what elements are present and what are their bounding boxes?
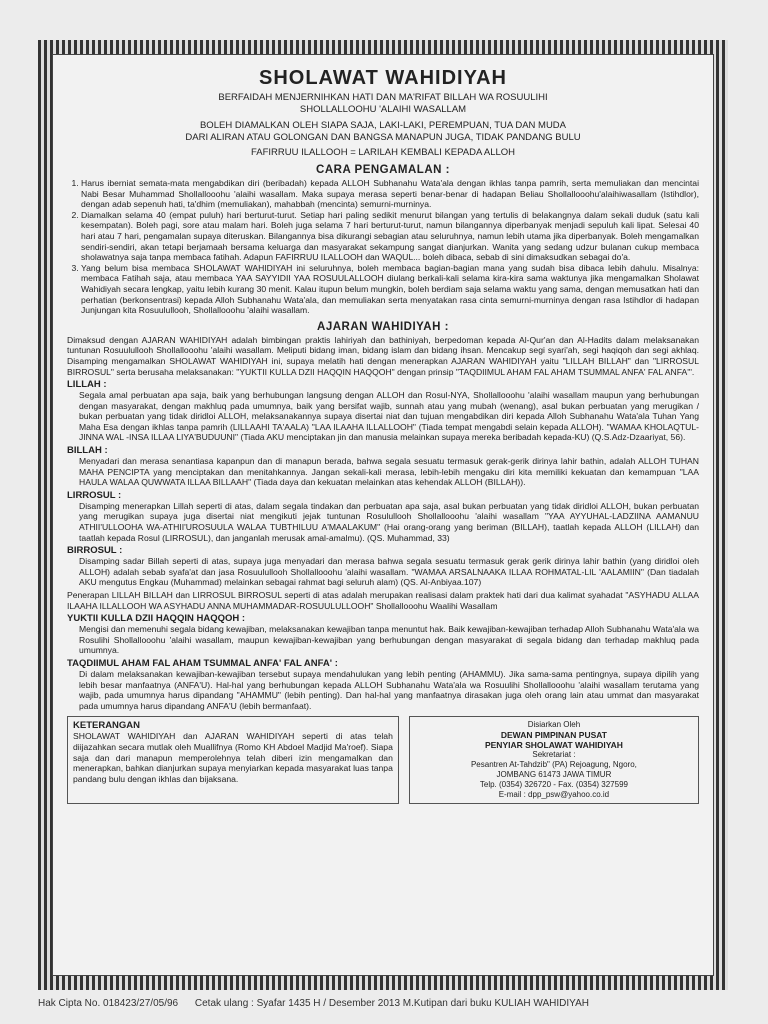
ajaran-intro: Dimaksud dengan AJARAN WAHIDIYAH adalah bimbingan praktis lahiriyah dan bathiniyah, berpedoman kepada Al-Qur'an dan Al-Hadits dalam melaksanakan tuntunan Rosuulullooh Shollallooohu 'alaihi wasallam. Meliputi bidang iman, bidang islam dan bidang ihsan. Mencakup segi syari'ah, segi haqiqoh dan segi akhlaq. Disamping mengamalkan SHOLAWAT WAHIDIYAH ini, supaya melatih hati dengan menerapkan AJARAN WAHIDIYAH yaitu "LILLAH BILLAH" dan "LIRROSUL BIRROSUL" serta berusaha melaksanakan: "YUKTII KULLA DZII HAQQIN HAQQOH" dengan prinsip "TAQDIIMUL AHAM FAL AHAM TSUMMAL ANFA' FAL ANFA'".	[67, 334, 699, 377]
text-keterangan: SHOLAWAT WAHIDIYAH dan AJARAN WAHIDIYAH seperti di atas telah diijazahkan secara mutlak oleh Muallifnya (Romo KH Abdoel Madjid Ma'roef). Siapa saja dan dari manapun memperolehnya telah diberi izin mengamalkan dan menerapkan, bahkan dianjurkan supaya menyiarkan kepada masyarakat luas tanpa pandang bulu dengan ikhlas dan bijaksana.	[73, 731, 393, 784]
bottom-boxes	[67, 716, 699, 804]
footer	[38, 998, 738, 1009]
publisher-address-2: JOMBANG 61473 JAWA TIMUR	[496, 770, 612, 780]
heading-keterangan: KETERANGAN	[73, 720, 141, 732]
heading-lillah: LILLAH :	[67, 379, 107, 391]
cara-item: 3. Yang belum bisa membaca SHOLAWAT WAHIDIYAH ini seluruhnya, boleh membaca bagian-bagian mana yang sudah bisa dibaca lebih dahulu. Misalnya: membaca Fatihah saja, atau membaca YAA SAYYIDII YAA ROSUULALLOOH diulang berkali-kali selama kira-kira sama waktunya jika mengamalkan Sholawat Wahidiyah secara lengkap, yaitu lebih kurang 30 menit. Kalau itupun belum mungkin, boleh berdiam saja selama waktu yang sama, dengan memusatkan hati dan perhatian (berkonsentrasi) kepada Alloh Subhanahu Wata'ala, dan memuliakan serta menyatakan rasa cinta semurni-murninya dengan rasa Istihdlor di hadapan Junjungan kita Rosuulullooh, Shollallooohu 'alaihi wasallam.	[81, 263, 699, 316]
footer-print-info: Cetak ulang : Syafar 1435 H / Desember 2013 M.Kutipan dari buku KULIAH WAHIDIYAH	[194, 998, 589, 1009]
page-title: SHOLAWAT WAHIDIYAH	[258, 67, 507, 89]
text-yuktii: Mengisi dan memenuhi segala bidang kewajiban, melaksanakan kewajiban tanpa menuntut hak. Baik kewajiban-kewajiban terhadap Alloh Subhanahu Wata'ala wa Rosulihi Shollallooohu 'alaihi wasallam, maupun kewajiban-kewajiban yang berhubungan dengan masyarakat di segala bidang dan terhadap makhluq pada umumnya.	[79, 624, 699, 656]
subtitle-1: BERFAIDAH MENJERNIHKAN HATI DAN MA'RIFAT BILLAH WA ROSUULIHI	[218, 92, 548, 103]
heading-billah: BILLAH :	[67, 445, 108, 457]
heading-yuktii: YUKTII KULLA DZII HAQQIN HAQQOH :	[67, 613, 246, 625]
publisher-address-1: Pesantren At-Tahdzib" (PA) Rejoagung, Ngoro,	[470, 760, 637, 770]
info-2: DARI ALIRAN ATAU GOLONGAN DAN BANGSA MANAPUN JUGA, TIDAK PANDANG BULU	[185, 132, 581, 143]
text-billah: Menyadari dan merasa senantiasa kapanpun dan di manapun berada, bahwa segala sesuatu termasuk gerak-gerik dirinya lahir bathin, adalah ALLOH TUHAN MAHA PENCIPTA yang menciptakan dan menitahkannya. Jangan sekali-kali merasa, lebih-lebih mengaku diri kita memiliki kekuatan dan kemampuan "LAA HAULA WALAA QUWWATA ILLAA BILLAAH" (Tiada daya dan kekuatan melainkan atas kehendak ALLOH (BILLAH)).	[79, 456, 699, 488]
text-lillah: Segala amal perbuatan apa saja, baik yang berhubungan langsung dengan ALLOH dan Rosul-NYA, Shollallooohu 'alaihi wasallam maupun yang berhubungan dengan masyarakat, dengan makhluq pada umumnya, baik yang bersifat wajib, sunnah atau yang mubah (wenang), asal bukan perbuatan yang merugikan / bukan perbuatan yang tidak diridloi ALLOH, melaksanakannya supaya disertai niat dan tujuan mengabdikan diri kepada Alloh Subhanahu Wata'ala Tuhan Yang Maha Esa dengan ikhlas tanpa pamrih (LILLAAHI TA'AALA) "LAA ILAAHA ILLALLOOH" (Tiada tempat mengabdi selain kepada ALLOH). "WAMAA KHOLAQTUL-JINNA WAL -INSA ILLAA LIYA'BUDUUNI" (Tiada AKU menciptakan jin dan manusia melainkan supaya mereka beribadah kepada-KU) (Q.S.Adz-Dzaariyat, 56).	[79, 390, 699, 443]
publisher-secretariat: Sekretariat :	[532, 750, 576, 760]
publisher-by: Disiarkan Oleh	[527, 720, 581, 730]
document-sheet	[52, 54, 714, 976]
cara-item: 2. Diamalkan selama 40 (empat puluh) hari berturut-turut. Setiap hari paling sedikit menurut bilangan yang tertulis di belakangnya dalam sekali duduk (satu kali kesempatan). Boleh pagi, sore atau malam hari. Boleh juga selama 7 hari berturut-turut, namun bilangannya diperbanyak menjadi sepuluh kali lipat. Selesai 40 hari atau 7 hari, pengamalan supaya diteruskan. Bilangannya bisa dikurangi sebagian atau seluruhnya, namun lebih utama jika diperbanyak. Boleh mengamalkan sendiri-sendiri, akan tetapi berjamaah bersama keluarga dan masyarakat sekampung sangat dianjurkan. Wanita yang sedang udzur bulanan cukup membaca sholawatnya saja tanpa membaca fatihah. Adapun FAFIRRUU ILALLOOH dan WAQUL... boleh dibaca, sebab di sini dimaksudkan sebagai do'a.	[81, 210, 699, 263]
cara-list	[67, 178, 699, 316]
subtitle-2: SHOLLALLOOHU 'ALAIHI WASALLAM	[299, 104, 467, 115]
text-taqdiim: Di dalam melaksanakan kewajiban-kewajiban tersebut supaya mendahulukan yang lebih penting (AHAMMU). Jika sama-sama pentingnya, supaya dipilih yang lebih besar manfaatnya (ANFA'U). Hal-hal yang berhubungan kepada ALLOH Subhanahu Wata'ala wa Rosuulihi Shollallooohu 'alaihi wasallam terutama yang wajib, pada umumnya harus dipandang "AHAMMU" (lebih penting). Dan hal-hal yang manfaatnya dirasakan juga oleh orang lain atau ummat dan masyarakat pada umumnya harus dipandang ANFA'U (lebih bermanfaat).	[79, 668, 699, 711]
footer-copyright: Hak Cipta No. 018423/27/05/96	[38, 998, 179, 1009]
cara-item: 1. Harus iberniat semata-mata mengabdikan diri (beribadah) kepada ALLOH Subhanahu Wata'ala dengan ikhlas tanpa pamrih, serta memuliakan dan mencintai Nabi Besar Muhammad Shollallooohu 'alaihi wasallam. Maka supaya merasa seperti benar-benar di hadapan Beliau Shollallooohu'alaihiwasallam (Istihdlor), dengan adab sepenuh hati, ta'dhim (memuliakan), mahabbah (mencinta) semurni-murninya.	[81, 178, 699, 210]
publisher-phone: Telp. (0354) 326720 - Fax. (0354) 327599	[479, 780, 628, 790]
text-birrosul: Disamping sadar Billah seperti di atas, supaya juga menyadari dan merasa bahwa segala sesuatu termasuk gerak gerik dirinya lahir bathin (yang diridloi oleh ALLOH) adalah sebab syafa'at dan jasa Rosuulullooh Shollallooohu 'alaihi wasallam. "WAMAA ARSALNAAKA ILLAA ROHMATAL-LIL 'AALAMIIN" (Dan tiadalah AKU mengutus Engkau (Muhammad) melainkan sebagai rahmat bagi seluruh alam) (QS. Al-Anbiyaa.107)	[79, 556, 699, 588]
publisher-box	[409, 716, 699, 804]
text-penerapan: Penerapan LILLAH BILLAH dan LIRROSUL BIRROSUL seperti di atas adalah merupakan realisasi dalam praktek hati dari dua kalimat syahadat "ASYHADU ALLAA ILAAHA ILLALLOOH WA ASYHADU ANNA MUHAMMADAR-ROSUULULLOOH" Shollallooohu Waalihi Wasallam	[67, 590, 699, 611]
keterangan-box	[67, 716, 399, 804]
info-1: BOLEH DIAMALKAN OLEH SIAPA SAJA, LAKI-LAKI, PEREMPUAN, TUA DAN MUDA	[199, 120, 567, 131]
section-title-ajaran: AJARAN WAHIDIYAH :	[317, 320, 449, 333]
text-lirrosul: Disamping menerapkan Lillah seperti di atas, dalam segala tindakan dan perbuatan apa saja, asal bukan perbuatan yang tidak diridloi ALLOH, bukan perbuatan yang merugikan supaya juga disertai niat mengikuti jejak tuntunan Rosulullooh Shollallooohu 'alaihi wasallam "YAA AYYUHAL-LADZIINA AAMANUU ATHII'ULLOOHA WA-ATHII'UROSUULA WALAA TUBTHILUU A'MAALAKUM" (Hai orang-orang yang beriman (BILLAH), taatlah kepada ALLOH (LILLAH) dan taatlah kepada Rosul (LIRROSUL), dan janganlah merusak amal-amalmu). (QS. Muhammad, 33)	[79, 500, 699, 543]
info-3: FAFIRRUU ILALLOOH = LARILAH KEMBALI KEPADA ALLOH	[250, 147, 516, 158]
publisher-name-1: DEWAN PIMPINAN PUSAT	[500, 730, 607, 741]
publisher-email: E-mail : dpp_psw@yahoo.co.id	[498, 790, 610, 800]
heading-birrosul: BIRROSUL :	[67, 545, 123, 557]
heading-taqdiim: TAQDIIMUL AHAM FAL AHAM TSUMMAL ANFA' FAL ANFA' :	[67, 657, 338, 669]
section-title-cara: CARA PENGAMALAN :	[316, 164, 450, 176]
publisher-name-2: PENYIAR SHOLAWAT WAHIDIYAH	[484, 740, 623, 751]
heading-lirrosul: LIRROSUL :	[67, 489, 122, 501]
